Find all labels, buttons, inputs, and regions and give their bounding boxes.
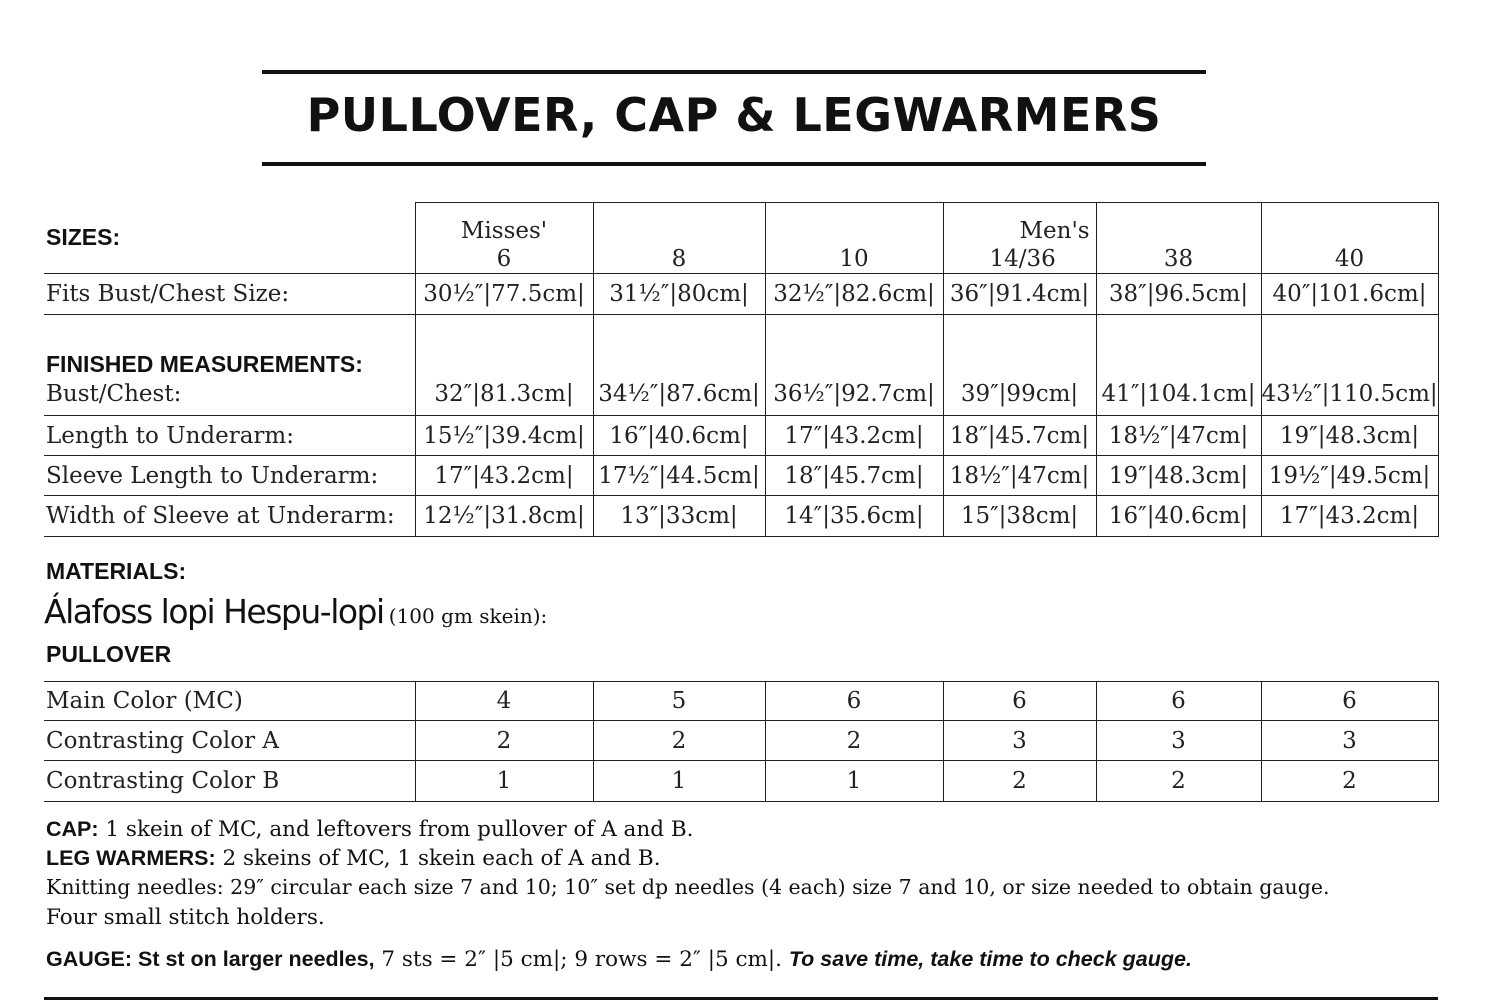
cap-text: 1 skein of MC, and leftovers from pullover of A and B.	[98, 817, 694, 842]
sizes-header-row	[44, 203, 1438, 274]
measure-value: 17″|43.2cm|	[765, 416, 943, 456]
skein-count: 3	[943, 721, 1096, 761]
skein-count: 6	[1096, 682, 1261, 721]
fits-label: Fits Bust/Chest Size:	[44, 274, 415, 315]
sizes-table	[44, 202, 1439, 537]
gauge-tip: To save time, take time to check gauge.	[788, 947, 1192, 971]
measure-value: 18½″|47cm|	[1096, 416, 1261, 456]
measure-value: 17½″|44.5cm|	[593, 456, 765, 496]
measure-value: 18″|45.7cm|	[765, 456, 943, 496]
finished-sleeve-length-row	[44, 456, 1438, 496]
skein-count: 6	[943, 682, 1096, 721]
pullover-heading: PULLOVER	[46, 641, 172, 667]
title-bottom-rule	[262, 162, 1206, 166]
yarn-brand: Álafoss lopi Hespu-lopi	[44, 592, 384, 631]
needles-note: Knitting needles: 29″ circular each size 7 and 10; 10″ set dp needles (4 each) size 7 and 10, or size needed to obtain gauge.	[46, 875, 1330, 899]
cap-label: CAP:	[46, 817, 99, 841]
size-col-header	[1096, 203, 1261, 274]
skein-count: 2	[1096, 761, 1261, 802]
measure-value: 13″|33cm|	[593, 496, 765, 537]
material-row	[44, 682, 1438, 721]
fits-value: 30½″|77.5cm|	[415, 274, 593, 315]
size-value: 14/36	[989, 246, 1056, 272]
measure-value: 32″|81.3cm|	[415, 315, 593, 416]
row-label: Length to Underarm:	[44, 416, 415, 456]
size-group-label: Misses'	[460, 218, 548, 244]
leg-warmers-label: LEG WARMERS:	[46, 846, 216, 870]
row-label: Contrasting Color A	[44, 721, 415, 761]
size-col-header	[765, 203, 943, 274]
finished-heading: FINISHED MEASUREMENTS:	[46, 351, 363, 377]
material-row	[44, 761, 1438, 802]
size-value: 40	[1334, 246, 1365, 272]
skein-count: 2	[593, 721, 765, 761]
measure-value: 19″|48.3cm|	[1096, 456, 1261, 496]
skein-count: 3	[1261, 721, 1438, 761]
finished-sleeve-width-row	[44, 496, 1438, 537]
row-label: Main Color (MC)	[44, 682, 415, 721]
gauge-label: GAUGE: St st on larger needles,	[46, 947, 375, 971]
measure-value: 15½″|39.4cm|	[415, 416, 593, 456]
page-title: PULLOVER, CAP & LEGWARMERS	[306, 88, 1162, 142]
measure-value: 17″|43.2cm|	[415, 456, 593, 496]
leg-warmers-note	[46, 844, 661, 873]
row-label: Contrasting Color B	[44, 761, 415, 802]
fits-value: 31½″|80cm|	[593, 274, 765, 315]
row-label: Bust/Chest:	[46, 381, 182, 407]
skein-count: 4	[415, 682, 593, 721]
size-col-header	[415, 203, 593, 274]
cap-note	[46, 815, 693, 844]
measure-value: 39″|99cm|	[943, 315, 1096, 416]
gauge-text: 7 sts = 2″ |5 cm|; 9 rows = 2″ |5 cm|.	[374, 947, 789, 972]
row-label: Width of Sleeve at Underarm:	[44, 496, 415, 537]
fits-value: 36″|91.4cm|	[943, 274, 1096, 315]
size-value: 8	[671, 246, 687, 272]
row-label: Sleeve Length to Underarm:	[44, 456, 415, 496]
measure-value: 14″|35.6cm|	[765, 496, 943, 537]
skein-count: 6	[765, 682, 943, 721]
measure-value: 12½″|31.8cm|	[415, 496, 593, 537]
skein-count: 5	[593, 682, 765, 721]
measure-value: 18½″|47cm|	[943, 456, 1096, 496]
skein-count: 6	[1261, 682, 1438, 721]
size-value: 6	[496, 246, 512, 272]
skein-count: 1	[765, 761, 943, 802]
measure-value: 15″|38cm|	[943, 496, 1096, 537]
materials-heading: MATERIALS:	[46, 558, 187, 584]
skein-count: 2	[943, 761, 1096, 802]
measure-value: 18″|45.7cm|	[943, 416, 1096, 456]
measure-value: 16″|40.6cm|	[593, 416, 765, 456]
yarn-skein-note: (100 gm skein):	[388, 604, 548, 628]
size-value: 38	[1163, 246, 1194, 272]
size-col-header	[943, 203, 1096, 274]
skein-count: 2	[765, 721, 943, 761]
measure-value: 17″|43.2cm|	[1261, 496, 1438, 537]
size-value: 10	[839, 246, 869, 272]
size-col-header	[1261, 203, 1438, 274]
skein-count: 1	[593, 761, 765, 802]
measure-value: 43½″|110.5cm|	[1261, 315, 1438, 416]
title-top-rule	[262, 70, 1206, 74]
materials-table	[44, 681, 1439, 802]
fits-value: 38″|96.5cm|	[1096, 274, 1261, 315]
skein-count: 2	[1261, 761, 1438, 802]
size-col-header	[593, 203, 765, 274]
leg-warmers-text: 2 skeins of MC, 1 skein each of A and B.	[215, 846, 661, 871]
gauge-note	[46, 945, 1192, 974]
sizes-label-cell	[44, 203, 415, 274]
sizes-label: SIZES:	[46, 224, 121, 251]
measure-value: 36½″|92.7cm|	[765, 315, 943, 416]
measure-value: 16″|40.6cm|	[1096, 496, 1261, 537]
skein-count: 1	[415, 761, 593, 802]
fits-value: 40″|101.6cm|	[1261, 274, 1438, 315]
holders-note: Four small stitch holders.	[46, 905, 325, 930]
finished-bust-label-cell	[44, 315, 415, 416]
material-row	[44, 721, 1438, 761]
measure-value: 19½″|49.5cm|	[1261, 456, 1438, 496]
skein-count: 2	[415, 721, 593, 761]
bottom-rule	[44, 997, 1438, 1000]
measure-value: 41″|104.1cm|	[1096, 315, 1261, 416]
measure-value: 34½″|87.6cm|	[593, 315, 765, 416]
fits-value: 32½″|82.6cm|	[765, 274, 943, 315]
skein-count: 3	[1096, 721, 1261, 761]
yarn-brand-line	[44, 592, 547, 631]
size-group-label: Men's	[1019, 218, 1090, 244]
measure-value: 19″|48.3cm|	[1261, 416, 1438, 456]
fits-row	[44, 274, 1438, 315]
finished-length-row	[44, 416, 1438, 456]
finished-bust-row	[44, 315, 1438, 416]
